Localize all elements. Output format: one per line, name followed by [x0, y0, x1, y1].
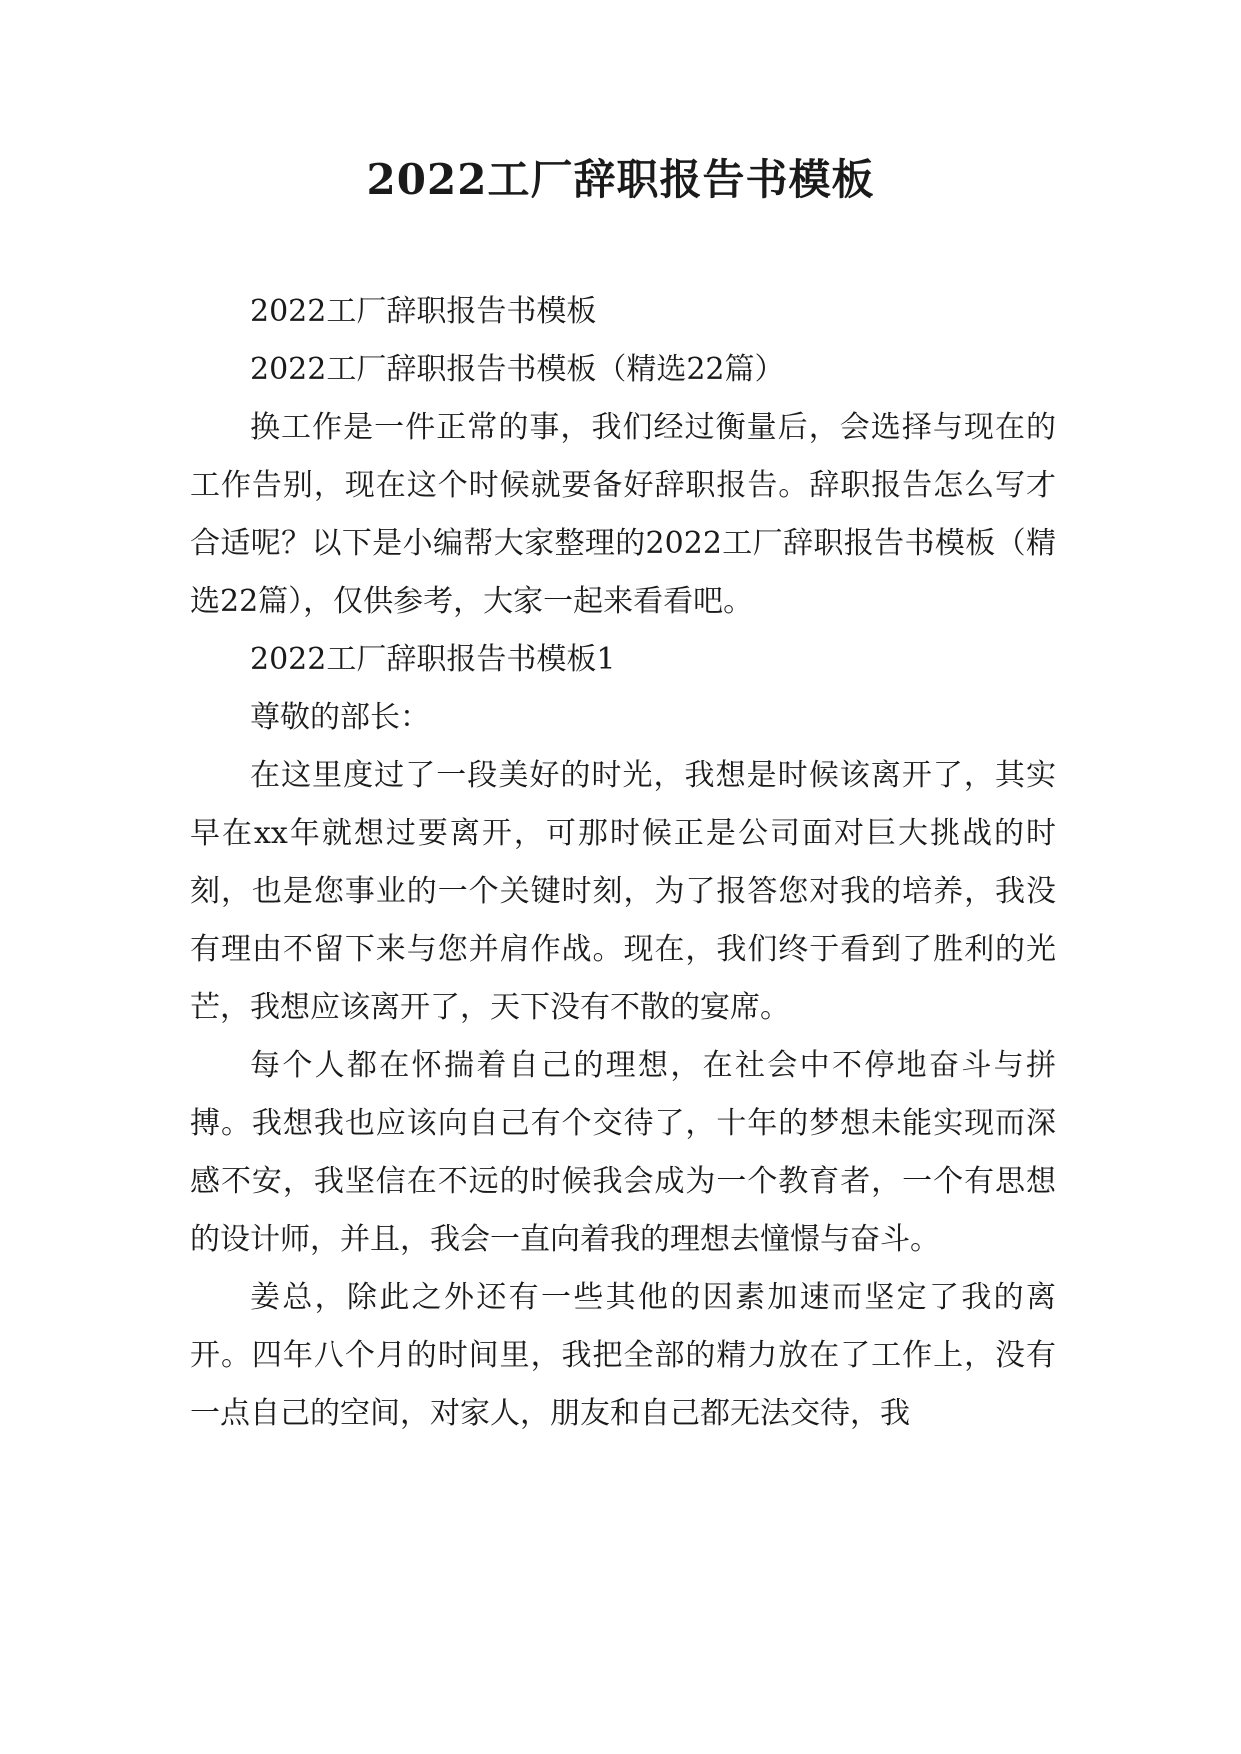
paragraph: 2022工厂辞职报告书模板 — [250, 294, 597, 329]
paragraph: 2022工厂辞职报告书模板（精选22篇） — [250, 352, 785, 387]
paragraph: 每个人都在怀揣着自己的理想，在社会中不停地奋斗与拼搏。我想我也应该向自己有个交待了，十年的梦想未能实现而深感不安，我坚信在不远的时候我会成为一个教育者，一个有思想的设计师，并且，我会一直向着我的理想去憧憬与奋斗。 — [190, 1048, 1056, 1257]
paragraph: 在这里度过了一段美好的时光，我想是时候该离开了，其实早在xx年就想过要离开，可那时候正是公司面对巨大挑战的时刻，也是您事业的一个关键时刻，为了报答您对我的培养，我没有理由不留下来与您并肩作战。现在，我们终于看到了胜利的光芒，我想应该离开了，天下没有不散的宴席。 — [190, 758, 1056, 1025]
document-body — [190, 283, 1056, 1443]
paragraph: 换工作是一件正常的事，我们经过衡量后，会选择与现在的工作告别，现在这个时候就要备好辞职报告。辞职报告怎么写才合适呢？以下是小编帮大家整理的2022工厂辞职报告书模板（精选22篇），仅供参考，大家一起来看看吧。 — [190, 410, 1056, 619]
salutation: 尊敬的部长： — [250, 700, 430, 735]
paragraph: 2022工厂辞职报告书模板1 — [250, 642, 616, 677]
paragraph: 姜总，除此之外还有一些其他的因素加速而坚定了我的离开。四年八个月的时间里，我把全部的精力放在了工作上，没有一点自己的空间，对家人，朋友和自己都无法交待，我 — [190, 1280, 1056, 1431]
document-title: 2022工厂辞职报告书模板 — [366, 155, 875, 204]
